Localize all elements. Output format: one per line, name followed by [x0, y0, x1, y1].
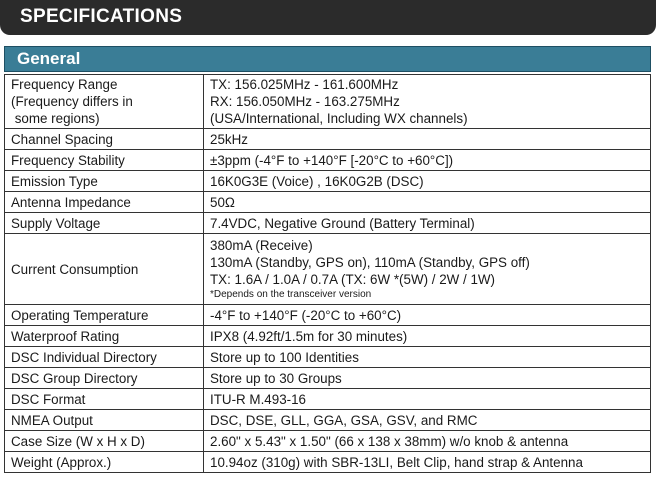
table-row	[5, 129, 651, 150]
spec-label: DSC Format	[5, 389, 204, 410]
spec-value: 50Ω	[204, 192, 651, 213]
spec-value: 130mA (Standby, GPS on), 110mA (Standby, GPS off)	[210, 254, 530, 270]
spec-value-cell	[204, 75, 651, 129]
spec-value: 2.60" x 5.43" x 1.50" (66 x 138 x 38mm) w/o knob & antenna	[204, 431, 651, 452]
spec-label-cell	[5, 75, 204, 129]
table-row	[5, 305, 651, 326]
spec-value: (USA/International, Including WX channels)	[210, 111, 468, 126]
table-row	[5, 171, 651, 192]
section-title: General	[17, 49, 81, 68]
spec-value: TX: 1.6A / 1.0A / 0.7A (TX: 6W *(5W) / 2W / 1W)	[210, 271, 496, 287]
spec-label: (Frequency differs in	[11, 94, 133, 109]
table-row	[5, 452, 651, 473]
page-title: SPECIFICATIONS	[20, 6, 183, 27]
spec-value: ±3ppm (-4°F to +140°F [-20°C to +60°C])	[204, 150, 651, 171]
spec-label: Current Consumption	[5, 234, 204, 305]
spec-label: Emission Type	[5, 171, 204, 192]
page-header	[0, 0, 656, 35]
spec-label: Antenna Impedance	[5, 192, 204, 213]
spec-label: Case Size (W x H x D)	[5, 431, 204, 452]
spec-footnote: *Depends on the transceiver version	[210, 288, 372, 300]
spec-value: TX: 156.025MHz - 161.600MHz	[210, 77, 399, 92]
spec-label: Frequency Range	[11, 77, 118, 92]
spec-value: 380mA (Receive)	[210, 237, 313, 253]
spec-value: RX: 156.050MHz - 163.275MHz	[210, 94, 400, 109]
spec-label: Supply Voltage	[5, 213, 204, 234]
spec-value: IPX8 (4.92ft/1.5m for 30 minutes)	[204, 326, 651, 347]
spec-label: Weight (Approx.)	[5, 452, 204, 473]
table-row	[5, 410, 651, 431]
spec-value: Store up to 30 Groups	[204, 368, 651, 389]
spec-label: Channel Spacing	[5, 129, 204, 150]
spec-value: DSC, DSE, GLL, GGA, GSA, GSV, and RMC	[204, 410, 651, 431]
spec-label: some regions)	[11, 111, 100, 126]
spec-value: -4°F to +140°F (-20°C to +60°C)	[204, 305, 651, 326]
spec-label: DSC Individual Directory	[5, 347, 204, 368]
spec-label: Waterproof Rating	[5, 326, 204, 347]
spec-value: 25kHz	[204, 129, 651, 150]
spec-label: Operating Temperature	[5, 305, 204, 326]
spec-value-cell	[204, 234, 651, 305]
table-row	[5, 213, 651, 234]
spec-value: Store up to 100 Identities	[204, 347, 651, 368]
spec-label: Frequency Stability	[5, 150, 204, 171]
table-row	[5, 431, 651, 452]
spec-table	[4, 74, 651, 473]
spec-value: ITU-R M.493-16	[204, 389, 651, 410]
spec-label: NMEA Output	[5, 410, 204, 431]
table-row	[5, 192, 651, 213]
table-row	[5, 234, 651, 305]
spec-value: 10.94oz (310g) with SBR-13LI, Belt Clip, hand strap & Antenna	[204, 452, 651, 473]
table-row	[5, 150, 651, 171]
spec-label: DSC Group Directory	[5, 368, 204, 389]
table-row	[5, 347, 651, 368]
spec-value: 7.4VDC, Negative Ground (Battery Terminal)	[204, 213, 651, 234]
table-row	[5, 368, 651, 389]
table-row	[5, 326, 651, 347]
section-header	[4, 46, 651, 72]
table-row	[5, 75, 651, 129]
table-row	[5, 389, 651, 410]
spec-value: 16K0G3E (Voice) , 16K0G2B (DSC)	[204, 171, 651, 192]
